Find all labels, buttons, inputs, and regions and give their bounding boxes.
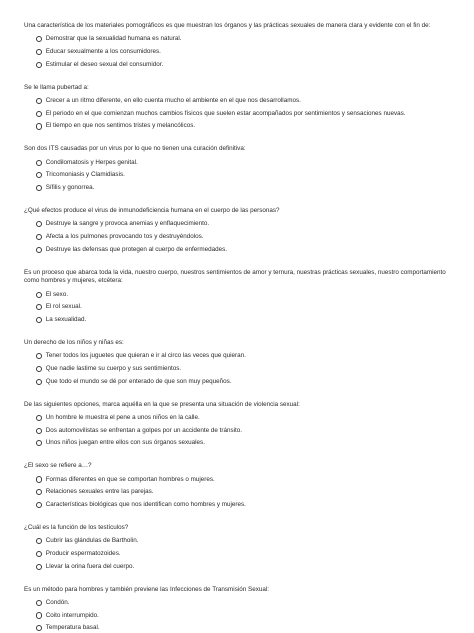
answer-option[interactable]: [36, 60, 458, 70]
question-text: De las siguientes opciones, marca aquélla en la que se presenta una situación de violencia sexual:: [24, 401, 458, 410]
answer-option[interactable]: [36, 611, 458, 621]
radio-button-icon[interactable]: [36, 234, 42, 240]
question-text: Se le llama pubertad a:: [24, 84, 458, 93]
question-8: [24, 462, 458, 510]
radio-button-icon[interactable]: [36, 625, 42, 631]
question-text: ¿Cuál es la función de los testículos?: [24, 524, 458, 533]
answer-option[interactable]: [36, 96, 458, 106]
answer-option[interactable]: [36, 122, 458, 132]
answer-option[interactable]: [36, 183, 458, 193]
radio-button-icon[interactable]: [36, 502, 42, 508]
option-label: Educar sexualmente a los consumidores.: [46, 48, 161, 56]
question-2: [24, 84, 458, 132]
question-text: Un derecho de los niños y niñas es:: [24, 339, 458, 348]
question-text: Es un método para hombres y también previene las Infecciones de Transmisión Sexual:: [24, 586, 458, 595]
option-label: El periodo en el que comienzan muchos cambios físicos que suelen estar acompañados por sentimientos y sensaciones nuevas.: [46, 110, 406, 118]
question-10: [24, 586, 458, 633]
option-label: Llevar la orina fuera del cuerpo.: [46, 563, 135, 571]
option-label: Cubrir las glándulas de Bartholin.: [46, 537, 139, 545]
option-label: La sexualidad.: [46, 316, 87, 324]
answer-option[interactable]: [36, 598, 458, 608]
radio-button-icon[interactable]: [36, 476, 42, 482]
question-text: Es un proceso que abarca toda la vida, nuestro cuerpo, nuestros sentimientos de amor y ternura, nuestras prácticas sexuales, nuestro comportamiento como hombres y mujeres, etcétera:: [24, 269, 458, 286]
answer-option[interactable]: [36, 158, 458, 168]
option-label: Crecer a un ritmo diferente, en ello cuenta mucho el ambiente en el que nos desarrollamos.: [46, 97, 301, 105]
radio-button-icon[interactable]: [36, 62, 42, 68]
answer-option[interactable]: [36, 351, 458, 361]
radio-button-icon[interactable]: [36, 36, 42, 42]
option-label: Dos automovilistas se enfrentan a golpes por un accidente de tránsito.: [46, 427, 242, 435]
answer-option[interactable]: [36, 232, 458, 242]
radio-button-icon[interactable]: [36, 415, 42, 421]
question-5: [24, 269, 458, 325]
option-label: Relaciones sexuales entre las parejas.: [46, 488, 154, 496]
radio-button-icon[interactable]: [36, 49, 42, 55]
option-label: Tener todos los juguetes que quieran e ir al circo las veces que quieran.: [46, 352, 246, 360]
option-label: Un hombre le muestra el pene a unos niños en la calle.: [46, 414, 200, 422]
radio-button-icon[interactable]: [36, 247, 42, 253]
question-3: [24, 145, 458, 193]
option-label: El rol sexual.: [46, 303, 82, 311]
answer-option[interactable]: [36, 500, 458, 510]
answer-option[interactable]: [36, 426, 458, 436]
answer-option[interactable]: [36, 549, 458, 559]
radio-button-icon[interactable]: [36, 551, 42, 557]
option-label: El tiempo en que nos sentimos tristes y melancólicos.: [46, 122, 195, 130]
radio-button-icon[interactable]: [36, 317, 42, 323]
option-label: Formas diferentes en que se comportan hombres o mujeres.: [46, 476, 215, 484]
radio-button-icon[interactable]: [36, 172, 42, 178]
question-4: [24, 207, 458, 255]
option-label: Unos niños juegan entre ellos con sus órganos sexuales.: [46, 439, 205, 447]
radio-button-icon[interactable]: [36, 160, 42, 166]
radio-button-icon[interactable]: [36, 440, 42, 446]
option-label: Condilomatosis y Herpes genital.: [46, 159, 138, 167]
answer-option[interactable]: [36, 109, 458, 119]
radio-button-icon[interactable]: [36, 304, 42, 310]
option-label: Demostrar que la sexualidad humana es natural.: [46, 35, 182, 43]
option-label: Tricomoniasis y Clamidiasis.: [46, 171, 125, 179]
option-label: Coito interrumpido.: [46, 612, 99, 620]
question-text: ¿Qué efectos produce el virus de inmunodeficiencia humana en el cuerpo de las personas?: [24, 207, 458, 216]
question-text: ¿El sexo se refiere a…?: [24, 462, 458, 471]
radio-button-icon[interactable]: [36, 600, 42, 606]
answer-option[interactable]: [36, 35, 458, 45]
question-6: [24, 339, 458, 387]
answer-option[interactable]: [36, 364, 458, 374]
radio-button-icon[interactable]: [36, 428, 42, 434]
option-label: Afecta a los pulmones provocando tos y destruyéndolos.: [46, 233, 204, 241]
option-label: Temperatura basal.: [46, 624, 100, 632]
answer-option[interactable]: [36, 47, 458, 57]
radio-button-icon[interactable]: [36, 379, 42, 385]
option-label: Estimular el deseo sexual del consumidor.: [46, 61, 164, 69]
question-text: Una característica de los materiales pornográficos es que muestran los órganos y las prácticas sexuales de manera clara y evidente con el fin de:: [24, 22, 458, 31]
option-label: Que nadie lastime su cuerpo y sus sentimientos.: [46, 365, 181, 373]
answer-option[interactable]: [36, 487, 458, 497]
option-label: Producir espermatozoides.: [46, 550, 121, 558]
question-9: [24, 524, 458, 572]
option-label: Características biológicas que nos identifican como hombres y mujeres.: [46, 501, 246, 509]
answer-option[interactable]: [36, 377, 458, 387]
radio-button-icon[interactable]: [36, 123, 42, 129]
radio-button-icon[interactable]: [36, 489, 42, 495]
answer-option[interactable]: [36, 475, 458, 485]
radio-button-icon[interactable]: [36, 538, 42, 544]
radio-button-icon[interactable]: [36, 366, 42, 372]
answer-option[interactable]: [36, 439, 458, 449]
option-label: Destruye la sangre y provoca anemias y enflaquecimiento.: [46, 220, 209, 228]
radio-button-icon[interactable]: [36, 185, 42, 191]
answer-option[interactable]: [36, 562, 458, 572]
answer-option[interactable]: [36, 171, 458, 181]
radio-button-icon[interactable]: [36, 353, 42, 359]
radio-button-icon[interactable]: [36, 221, 42, 227]
radio-button-icon[interactable]: [36, 612, 42, 618]
radio-button-icon[interactable]: [36, 111, 42, 117]
option-label: Sífilis y gonorrea.: [46, 184, 95, 192]
option-label: Condón.: [46, 599, 70, 607]
answer-option[interactable]: [36, 315, 458, 325]
answer-option[interactable]: [36, 303, 458, 313]
question-7: [24, 401, 458, 449]
question-1: [24, 22, 458, 70]
radio-button-icon[interactable]: [36, 564, 42, 570]
option-label: El sexo.: [46, 291, 68, 299]
answer-option[interactable]: [36, 245, 458, 255]
answer-option[interactable]: [36, 536, 458, 546]
option-label: Que todo el mundo se dé por enterado de que son muy pequeños.: [46, 378, 232, 386]
question-text: Son dos ITS causadas por un virus por lo que no tienen una curación definitiva:: [24, 145, 458, 154]
answer-option[interactable]: [36, 290, 458, 300]
radio-button-icon[interactable]: [36, 98, 42, 104]
radio-button-icon[interactable]: [36, 292, 42, 298]
answer-option[interactable]: [36, 220, 458, 230]
option-label: Destruye las defensas que protegen al cuerpo de enfermedades.: [46, 246, 227, 254]
answer-option[interactable]: [36, 413, 458, 423]
